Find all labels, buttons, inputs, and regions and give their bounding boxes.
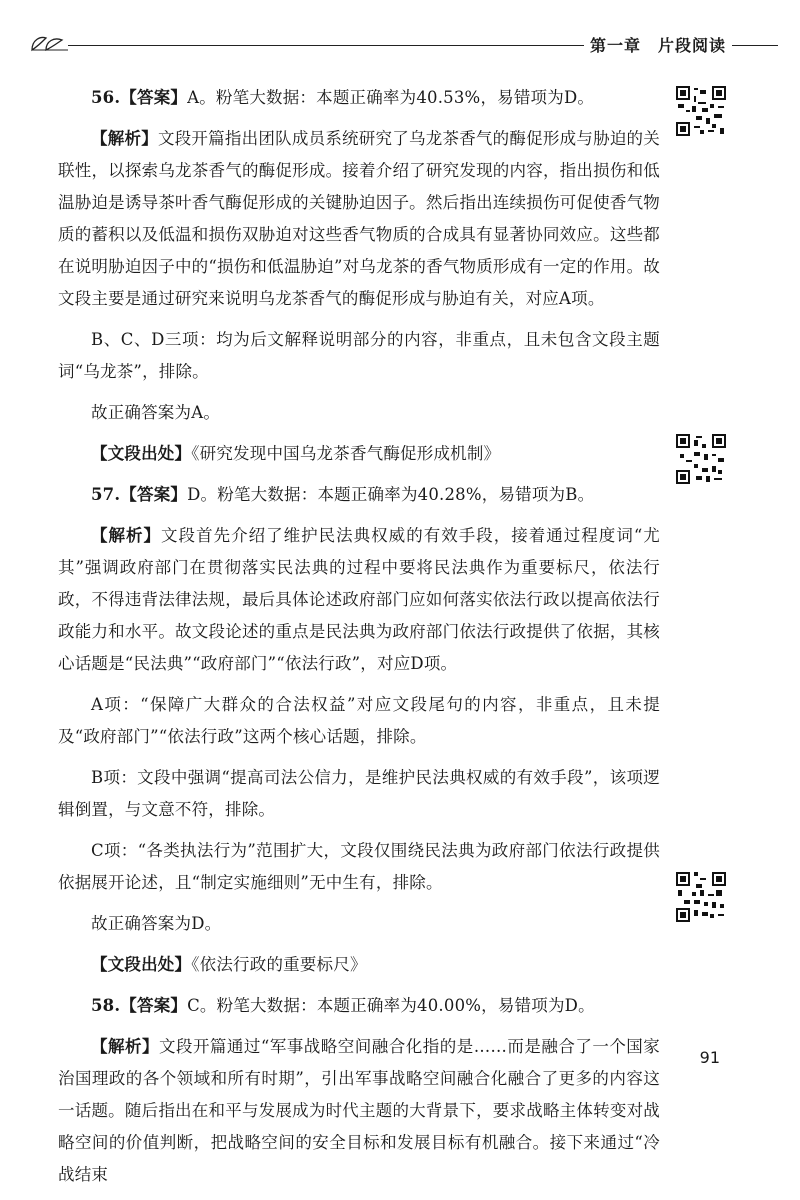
- page-header: [28, 28, 778, 58]
- source-label: 【文段出处】: [91, 444, 192, 463]
- answer-text: A。粉笔大数据：本题正确率为40.53%，易错项为D。: [187, 88, 595, 107]
- analysis-text: 文段首先介绍了维护民法典权威的有效手段，接着通过程度词“尤其”强调政府部门在贯彻落实民法典的过程中要将民法典作为重要标尺，依法行政，不得违背法律法规，最后具体论述政府部门应如何落实依法行政以提高依法行政能力和水平。故文段论述的重点是民法典为政府部门依法行政提供了依据，其核心话题是“民法典”“政府部门”“依法行政”，对应D项。: [58, 526, 660, 673]
- chapter-title: 第一章 片段阅读: [584, 33, 732, 56]
- leaf-ornament-icon: [28, 32, 68, 54]
- analysis-text: 文段开篇通过“军事战略空间融合化指的是……而是融合了一个国家治国理政的各个领域和所有时期”，引出军事战略空间融合化融合了更多的内容这一话题。随后指出在和平与发展成为时代主题的大背景下，要求战略主体转变对战略空间的价值判断，把战略空间的安全目标和发展目标有机融合。接下来通过“冷战结束: [58, 1037, 660, 1184]
- conclusion-57: 故正确答案为D。: [91, 914, 222, 933]
- answer-text: C。粉笔大数据：本题正确率为40.00%，易错项为D。: [187, 996, 595, 1015]
- answer-label: 56.【答案】: [91, 88, 188, 107]
- answer-57: [58, 479, 660, 511]
- conclusion-56: 故正确答案为A。: [91, 403, 221, 422]
- option-explanation: A项：“保障广大群众的合法权益”对应文段尾句的内容，非重点，且未提及“政府部门”“依法行政”这两个核心话题，排除。: [58, 695, 660, 746]
- qr-code-icon[interactable]: [676, 872, 726, 922]
- answer-text: D。粉笔大数据：本题正确率为40.28%，易错项为B。: [187, 485, 595, 504]
- option-explanation: C项：“各类执法行为”范围扩大，文段仅围绕民法典为政府部门依法行政提供依据展开论述，且“制定实施细则”无中生有，排除。: [58, 841, 660, 892]
- page-number: 91: [699, 1048, 720, 1067]
- analysis-label: 【解析】: [91, 129, 158, 148]
- analysis-56: [58, 123, 660, 315]
- source-label: 【文段出处】: [91, 955, 192, 974]
- analysis-58: [58, 1031, 660, 1191]
- analysis-57: [58, 520, 660, 680]
- analysis-text: 文段开篇指出团队成员系统研究了乌龙茶香气的酶促形成与胁迫的关联性，以探索乌龙茶香气的酶促形成。接着介绍了研究发现的内容，指出损伤和低温胁迫是诱导茶叶香气酶促形成的关键胁迫因子。然后指出连续损伤可促使香气物质的蓄积以及低温和损伤双胁迫对这些香气物质的合成具有显著协同效应。这些都在说明胁迫因子中的“损伤和低温胁迫”对乌龙茶的香气物质形成有一定的作用。故文段主要是通过研究来说明乌龙茶香气的酶促形成与胁迫有关，对应A项。: [58, 129, 660, 308]
- analysis-label: 【解析】: [91, 1037, 159, 1056]
- source-56: [58, 438, 660, 470]
- answer-label: 58.【答案】: [91, 996, 188, 1015]
- option-explanation: B、C、D三项：均为后文解释说明部分的内容，非重点，且未包含文段主题词“乌龙茶”，排除。: [58, 330, 660, 381]
- analysis-label: 【解析】: [91, 526, 162, 545]
- source-57: [58, 949, 660, 981]
- page-content: [58, 82, 660, 1200]
- answer-label: 57.【答案】: [91, 485, 188, 504]
- option-explanation: B项：文段中强调“提高司法公信力，是维护民法典权威的有效手段”，该项逻辑倒置，与文意不符，排除。: [58, 768, 660, 819]
- qr-code-icon[interactable]: [676, 434, 726, 484]
- source-text: 《依法行政的重要标尺》: [191, 955, 367, 974]
- answer-58: [58, 990, 660, 1022]
- answer-56: [58, 82, 660, 114]
- qr-code-icon[interactable]: [676, 86, 726, 136]
- source-text: 《研究发现中国乌龙茶香气酶促形成机制》: [191, 444, 501, 463]
